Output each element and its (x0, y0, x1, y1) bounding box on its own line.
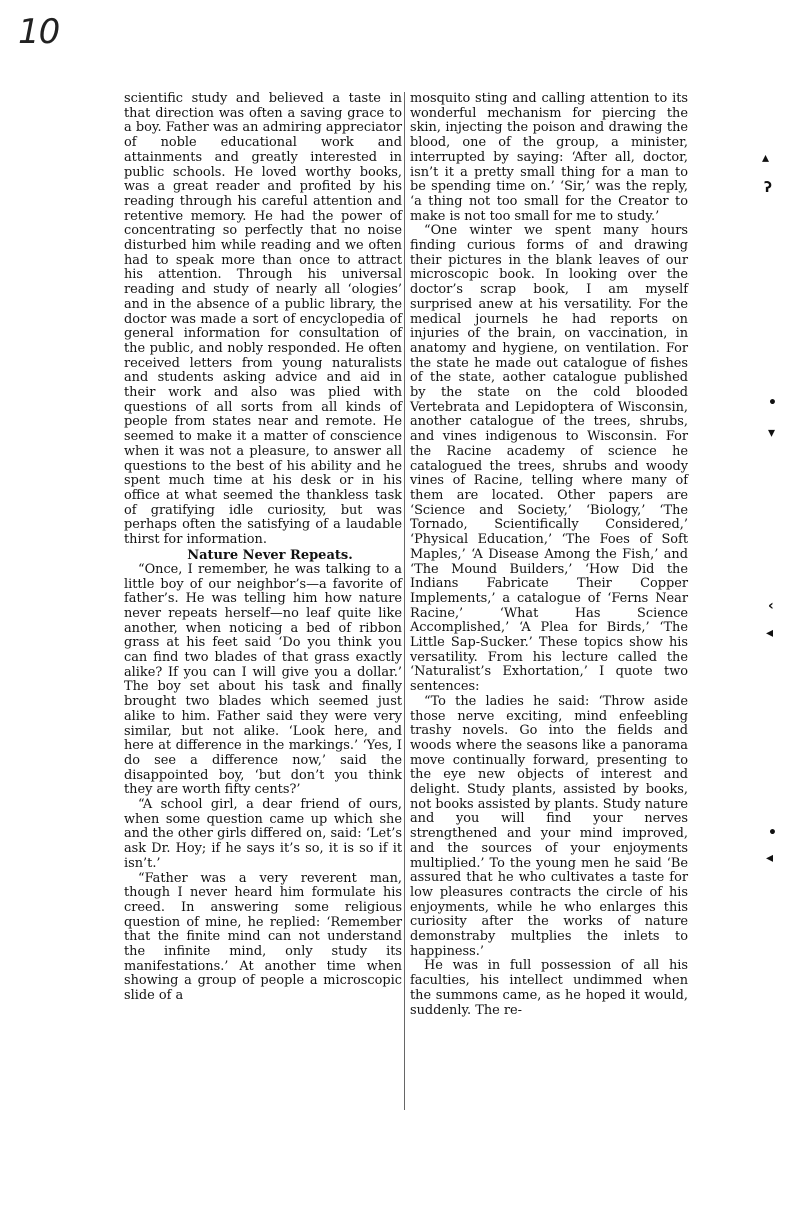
margin-mark: ◂ (766, 625, 774, 641)
paragraph: “One winter we spent many hours finding curious forms of and drawing their pictures in the blank leaves of our microscopic book. In looking over the doctor’s scrap book, I am myself surprised anew at his versatility. For the medical journels he had reports on injuries of the brain, on vaccination, in anatomy and hygiene, on ventilation. For the state he made out catalogue of fishes of the state, aother catalogue published by the state on the cold blooded Vertebrata and Lepidoptera of Wisconsin, another catalogue of the trees, shrubs, and vines indigenous to Wisconsin. For the Racine academy of science he catalogued the trees, shrubs and woody vines of Racine, telling where many of them are located. Other papers are ‘Science and Society,’ ‘Biology,’ ‘The Tornado, Scientifically Considered,’ ‘Physical Education,’ ‘The Foes of Soft Maples,’ ‘A Disease Among the Fish,’ and ‘The Mound Builders,’ ‘How Did the Indians Fabricate Their Copper Implements,’ a catalogue of ‘Ferns Near Racine,’ ‘What Has Science Accomplished,’ ‘A Plea for Birds,’ ‘The Little Sap-Sucker.’ These topics show his versatility. From his lecture called the ‘Naturalist’s Exhortation,’ I quote two sentences: (410, 223, 688, 695)
margin-mark: • (768, 825, 777, 841)
margin-mark: ▾ (768, 425, 776, 441)
paragraph: He was in full possession of all his faculties, his intellect undimmed when the summons came, as he hoped it would, suddenly. The re- (410, 958, 688, 1018)
margin-mark: ʔ (764, 180, 773, 196)
margin-mark: ◂ (766, 850, 774, 866)
right-column (410, 92, 688, 1018)
paragraph: “To the ladies he said: ‘Throw aside those nerve exciting, mind enfeebling trashy novels. Go into the fields and woods where the seasons like a panorama move continually forward, presenting to the eye new objects of interest and delight. Study plants, assisted by books, not books assisted by plants. Study nature and you will find your nerves strengthened and your mind improved, and the sources of your enjoyments multiplied.’ To the young men he said ‘Be assured that he who cultivates a taste for low pleasures contracts the circle of his enjoyments, while he who enlarges this curiosity after the works of nature demonstraby multplies the inlets to happiness.’ (410, 693, 688, 959)
section-subheading: Nature Never Repeats. (187, 547, 353, 563)
left-column (124, 92, 402, 1004)
paragraph: mosquito sting and calling attention to its wonderful mechanism for piercing the skin, injecting the poison and drawing the blood, one of the group, a minister, interrupted by saying: ‘After all, doctor, isn’t it a pretty small thing for a man to be spending time on.’ ‘Sir,’ was the reply, ‘a thing not too small for the Creator to make is not too small for me to study.’ (410, 91, 688, 224)
page-number: 10 (18, 12, 60, 52)
margin-mark: ▴ (762, 150, 770, 166)
margin-mark: ‹ (768, 598, 774, 614)
paragraph: “Father was a very reverent man, though I never heard him formulate his creed. In answering some religious question of mine, he replied: ‘Remember that the finite mind can not understand the infinite mind, only study its manifestations.’ At another time when showing a group of people a microscopic slide of a (124, 870, 402, 1004)
paragraph: “A school girl, a dear friend of ours, when some question came up which she and the other girls differed on, said: ‘Let’s ask Dr. Hoy; if he says it’s so, it is so if it isn’t.’ (124, 797, 402, 871)
paragraph: “Once, I remember, he was talking to a little boy of our neighbor’s—a favorite of father’s. He was telling him how nature never repeats herself—no leaf quite like another, when noticing a bed of ribbon grass at his feet said ‘Do you think you can find two blades of that grass exactly alike? If you can I will give you a dollar.’ The boy set about his task and finally brought two blades which seemed just alike to him. Father said they were very similar, but not alike. ‘Look here, and here at difference in the markings.’ ‘Yes, I do see a difference now,’ said the disappointed boy, ‘but don’t you think they are worth fifty cents?’ (124, 561, 402, 798)
column-divider (404, 92, 405, 1110)
paragraph: scientific study and believed a taste in that direction was often a saving grace to a boy. Father was an admiring appreciator of noble educational work and attainments and greatly interested in public schools. He loved worthy books, was a great reader and profited by his reading through his careful attention and retentive memory. He had the power of concentrating so perfectly that no noise disturbed him while reading and we often had to speak more than once to attract his attention. Through his universal reading and study of nearly all ‘ologies’ and in the absence of a public library, the doctor was made a sort of encyclopedia of general information for consultation of the public, and nobly responded. He often received letters from young naturalists and students asking advice and aid in their work and also was plied with questions of all sorts from all kinds of people from states near and remote. He seemed to make it a matter of conscience when it was not a pleasure, to answer all questions to the best of his ability and he spent much time at his desk or in his office at what seemed the thankless task of gratifying idle curiosity, but was perhaps often the satisfying of a laudable thirst for information. (124, 91, 402, 548)
margin-mark: • (768, 395, 777, 411)
